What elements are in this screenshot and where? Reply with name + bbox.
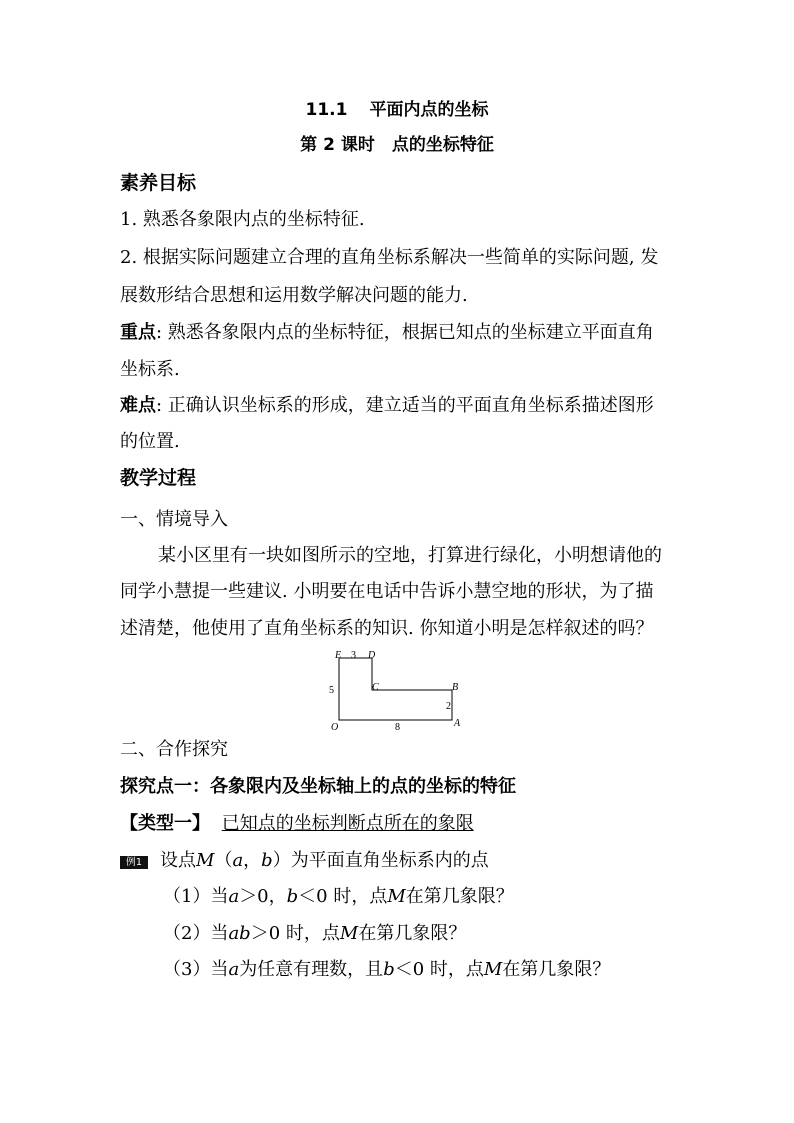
point-a-label: A	[454, 718, 461, 729]
intro-paragraph-line1: 某小区里有一块如图所示的空地，打算进行绿化，小明想请他的	[158, 545, 662, 566]
type-1-title: 已知点的坐标判断点所在的象限	[221, 813, 474, 834]
section-2-heading: 二、合作探究	[120, 739, 228, 760]
lot-outline	[339, 658, 452, 720]
lesson-subtitle: 第 2 课时 点的坐标特征	[300, 135, 494, 155]
top-length-label: 3	[351, 650, 356, 661]
difficulty-label: 难点	[120, 395, 156, 416]
lesson-title	[0, 100, 794, 120]
point-e-label: E	[335, 650, 342, 661]
point-b-label: B	[452, 682, 459, 693]
goal-item-2-line2: 展数形结合思想和运用数学解决问题的能力.	[120, 285, 468, 306]
difficulty-line1: 难点: 正确认识坐标系的形成，建立适当的平面直角坐标系描述图形	[120, 395, 654, 416]
bottom-length-label: 8	[395, 722, 400, 733]
example-question-2: （2）当ab＞0 时，点M在第几象限？	[163, 923, 467, 944]
intro-paragraph-line3: 述清楚，他使用了直角坐标系的知识. 你知道小明是怎样叙述的吗？	[120, 618, 654, 639]
key-point-label: 重点	[120, 322, 156, 343]
point-c-label: C	[372, 682, 379, 693]
type-1-heading	[120, 814, 474, 834]
example-question-1: （1）当a＞0，b＜0 时，点M在第几象限？	[163, 886, 514, 907]
type-1-label: 【类型一】	[120, 813, 210, 834]
goals-heading: 素养目标	[120, 172, 197, 194]
section-number: 11.1	[305, 100, 348, 120]
difficulty-line2: 的位置.	[120, 431, 180, 452]
left-length-label: 5	[329, 685, 334, 696]
point-o-label: O	[331, 722, 339, 733]
goal-item-1: 1. 熟悉各象限内点的坐标特征.	[120, 209, 365, 230]
intro-paragraph-line2: 同学小慧提一些建议. 小明要在电话中告诉小慧空地的形状，为了描	[120, 581, 654, 602]
explore-point-1: 探究点一：各象限内及坐标轴上的点的坐标的特征	[120, 776, 516, 797]
example-intro: 设点M（a，b）为平面直角坐标系内的点	[160, 850, 489, 871]
point-d-label: D	[368, 650, 376, 661]
example-badge: 例1	[120, 856, 148, 869]
process-heading: 教学过程	[120, 467, 197, 489]
key-point-line2: 坐标系.	[120, 359, 180, 380]
example-question-3: （3）当a为任意有理数，且b＜0 时，点M在第几象限？	[163, 959, 611, 980]
key-point-line1: 重点: 熟悉各象限内点的坐标特征，根据已知点的坐标建立平面直角	[120, 322, 654, 343]
right-length-label: 2	[446, 701, 451, 712]
section-title: 平面内点的坐标	[369, 100, 489, 120]
section-1-heading: 一、情境导入	[120, 509, 228, 530]
lot-shape-figure	[325, 648, 470, 736]
goal-item-2-line1: 2. 根据实际问题建立合理的直角坐标系解决一些简单的实际问题, 发	[120, 247, 659, 268]
